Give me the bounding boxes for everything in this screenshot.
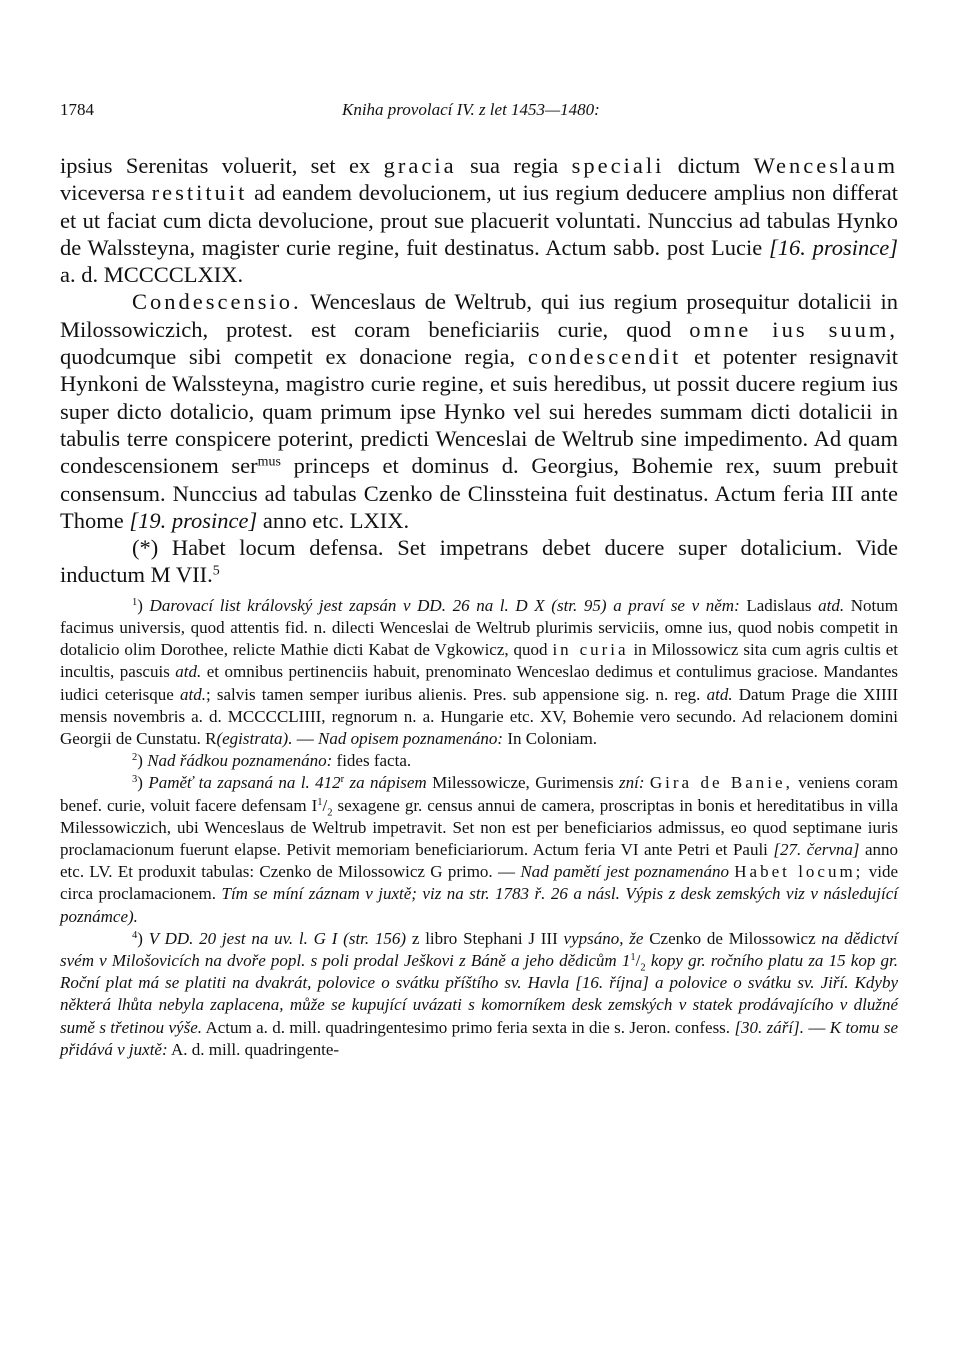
text-run: ) [137, 595, 150, 615]
text-run: 2 [327, 806, 333, 818]
text-run: omne ius suum, [689, 316, 898, 342]
text-run: veniens coram benef. curie, voluit facere defensam I [60, 773, 899, 815]
paragraph-defensa-note [60, 534, 898, 589]
text-run: speciali [571, 153, 665, 178]
text-run: anno etc. LV. Et produxit tabulas: Czenko de Milossowicz G primo. — [60, 839, 899, 882]
text-run: 2 [640, 962, 646, 974]
text-run: Paměť ta zapsaná na l. 412 [148, 773, 341, 793]
text-run: Datum Prage die XIIII mensis novembris a. d. MCCCCLIIII, regnorum n. a. Hungarie etc. XV, Bohemie vero secundo. Ad relacionem domini Georgii de Cunstatu. R [60, 684, 898, 748]
paragraph-condescensio [60, 288, 898, 534]
text-run: Milessowicze, Gurimensis [426, 773, 619, 793]
text-run: (egistrata). [216, 728, 293, 748]
text-run: A. d. mill. quadringente- [167, 1039, 340, 1059]
running-header [60, 98, 898, 126]
text-run: restituit [151, 180, 248, 206]
text-run: gracia [383, 153, 457, 178]
text-run: Wenceslaum [753, 153, 898, 178]
running-title: Kniha provolací IV. z let 1453—1480: [342, 100, 600, 119]
text-run: atd. [818, 595, 845, 615]
text-run: princeps et dominus d. Georgius, Bohemie rex, suum prebuit consensum. Nunccius ad tabulas Czenko de Clinssteina fuit destinatus. Actum feria III ante Thome [60, 453, 898, 533]
text-run: V DD. 20 jest na uv. l. G I (str. 156) [148, 928, 407, 948]
text-run: na dědictví svém v Milošovicích na dvoře popl. s poli prodal Ješkovi z Báně a jeho dědicům 1 [60, 928, 899, 970]
text-run: Ladislaus [739, 595, 819, 615]
text-run: Nad řádkou poznamenáno: [147, 751, 333, 771]
text-run: [19. prosince] [129, 507, 258, 533]
text-run: Condescensio. [132, 289, 302, 315]
text-run: / [322, 795, 328, 815]
text-run: et omnibus pertinenciis habuit, prenominato Wenceslao dedimus et contulimus graciose. Mandantes iudici ceterisque [60, 662, 898, 704]
text-run: Notum facimus universis, quod attentis fid. n. dilecti Wenceslai de Weltrub plurimis serviciis, omne ius, quod nobis competit in dotalicio olim Dorothee, relicte Mathie dicti Kabat de Vgkowicz, quod [60, 595, 898, 660]
text-run: fides facta. [332, 751, 412, 771]
text-run: zní: [618, 773, 645, 793]
text-run: Gira de Banie, [649, 773, 793, 793]
text-run: condescendit [527, 344, 682, 370]
text-run: in Milossowicz sita cum agris cultis et incultis, pascuis [60, 640, 898, 682]
text-run: — [804, 1017, 830, 1037]
text-run: 1 [630, 952, 636, 964]
text-run: ad eandem devolucionem, ut ius regium deducere amplius non differat et ut faciat cum dicta devolucione, prout sue placuerit voluntati. Nunccius ad tabulas Hynko de Walssteyna, magister curie regine, fuit destinatus. Actum sabb. post Lucie [60, 180, 898, 260]
text-run: vypsáno, že [563, 928, 644, 948]
text-run: atd. [706, 684, 733, 704]
text-run: 5 [212, 563, 220, 579]
text-run: viceversa [60, 180, 152, 206]
paragraph-continuation [60, 152, 898, 288]
text-run: 3 [132, 774, 138, 786]
text-run: vide circa proclamacionem. [60, 862, 899, 904]
footnote-1 [60, 595, 898, 750]
text-run: Czenko de Milossowicz [643, 928, 822, 948]
main-text [60, 152, 898, 589]
footnotes [60, 595, 898, 1061]
text-run: Wenceslaus de Weltrub, qui ius regium prosequitur dotalicii in Milossowiczich, protest. est coram beneficiariis curie, quod [60, 289, 898, 342]
text-run: dictum [664, 153, 754, 178]
footnote-2 [60, 750, 898, 772]
document-page [60, 98, 898, 1061]
text-run: 1 [132, 596, 138, 608]
text-run: kopy gr. ročního platu za 15 kop gr. Roční plat má se platiti na dvakrát, polovice o svátku příštího sv. Havla [16. října] a polovice o svátku sv. Jiří. Kdyby některá lhůta nebyla zaplacena, může se kupující uvázati s komorníkem desk zemských v statek prodávajícího v dlužné sumě s třetinou výše. [60, 951, 898, 1037]
text-run: et potenter resignavit Hynkoni de Walssteyna, magistro curie regine, et suis heredibus, ut possit ducere regium ius super dicto dotalicio, quam primum ipse Hynko vel sui heredes summam dicti dotalicii in tabulis terre conspicere poterint, predicti Wenceslai de Weltrub sine impedimento. Ad quam condescensionem ser [60, 344, 898, 479]
text-run: 1 [317, 796, 323, 808]
text-run: a. d. MCCCCLXIX. [60, 262, 244, 288]
text-run: Nad pamětí jest poznamenáno [520, 862, 729, 882]
text-run: atd. [180, 684, 206, 704]
text-run: — [292, 728, 318, 748]
text-run: z libro Stephani J III [406, 928, 564, 948]
text-run: mus [257, 454, 281, 470]
text-run: (*) Habet locum defensa. Set impetrans debet ducere super dotalicium. Vide inductum M VII. [60, 535, 898, 588]
text-run: Nad opisem poznamenáno: [317, 728, 504, 748]
text-run: In Coloniam. [503, 728, 598, 748]
text-run: / [635, 951, 641, 970]
page-number: 1784 [60, 100, 94, 119]
text-run: [16. prosince] [768, 234, 898, 260]
text-run: K tomu se přidává v juxtě: [60, 1017, 898, 1059]
text-run: 4 [132, 930, 138, 941]
text-run: sua regia [456, 153, 572, 178]
text-run: [30. září]. [734, 1017, 804, 1037]
text-run: ) [137, 751, 148, 771]
text-run: anno etc. LXIX. [257, 507, 410, 533]
text-run: za nápisem [344, 773, 427, 793]
text-run: ipsius Serenitas voluerit, set ex [60, 153, 384, 178]
text-run: [27. června] [773, 839, 860, 859]
text-run: Actum a. d. mill. quadringentesimo primo feria sexta in die s. Jeron. confess. [202, 1017, 735, 1037]
footnote-4 [60, 928, 898, 1061]
text-run: r [340, 774, 345, 786]
text-run: ; salvis tamen semper iuribus alienis. Pres. sub appensione sig. n. reg. [205, 684, 707, 704]
text-run: atd. [175, 662, 202, 682]
text-run: ) [137, 773, 149, 793]
text-run: Darovací list královský jest zapsán v DD. 26 na l. D X (str. 95) a praví se v něm: [149, 595, 740, 615]
text-run: Habet locum; [734, 862, 864, 882]
text-run: ) [137, 928, 149, 948]
text-run: quodcumque sibi competit ex donacione regia, [60, 344, 528, 370]
text-run: in curia [552, 640, 629, 660]
text-run: Tím se míní záznam v juxtě; viz na str. 1783 ř. 26 a násl. Výpis z desk zemských viz v následující poznámce). [60, 884, 898, 926]
footnote-3 [60, 772, 898, 927]
text-run: 2 [132, 752, 138, 764]
text-run: sexagene gr. census annui de camera, proscriptas in bonis et hereditatibus in villa Milessowiczich, ubi Wenceslaus de Weltrub impetravit. Set non est per beneficiarios admissus, eo quod septimane iuris proclamacionum fuerunt elapse. Petivit memoriam beneficiariorum. Actum feria VI ante Petri et Pauli [60, 795, 899, 859]
